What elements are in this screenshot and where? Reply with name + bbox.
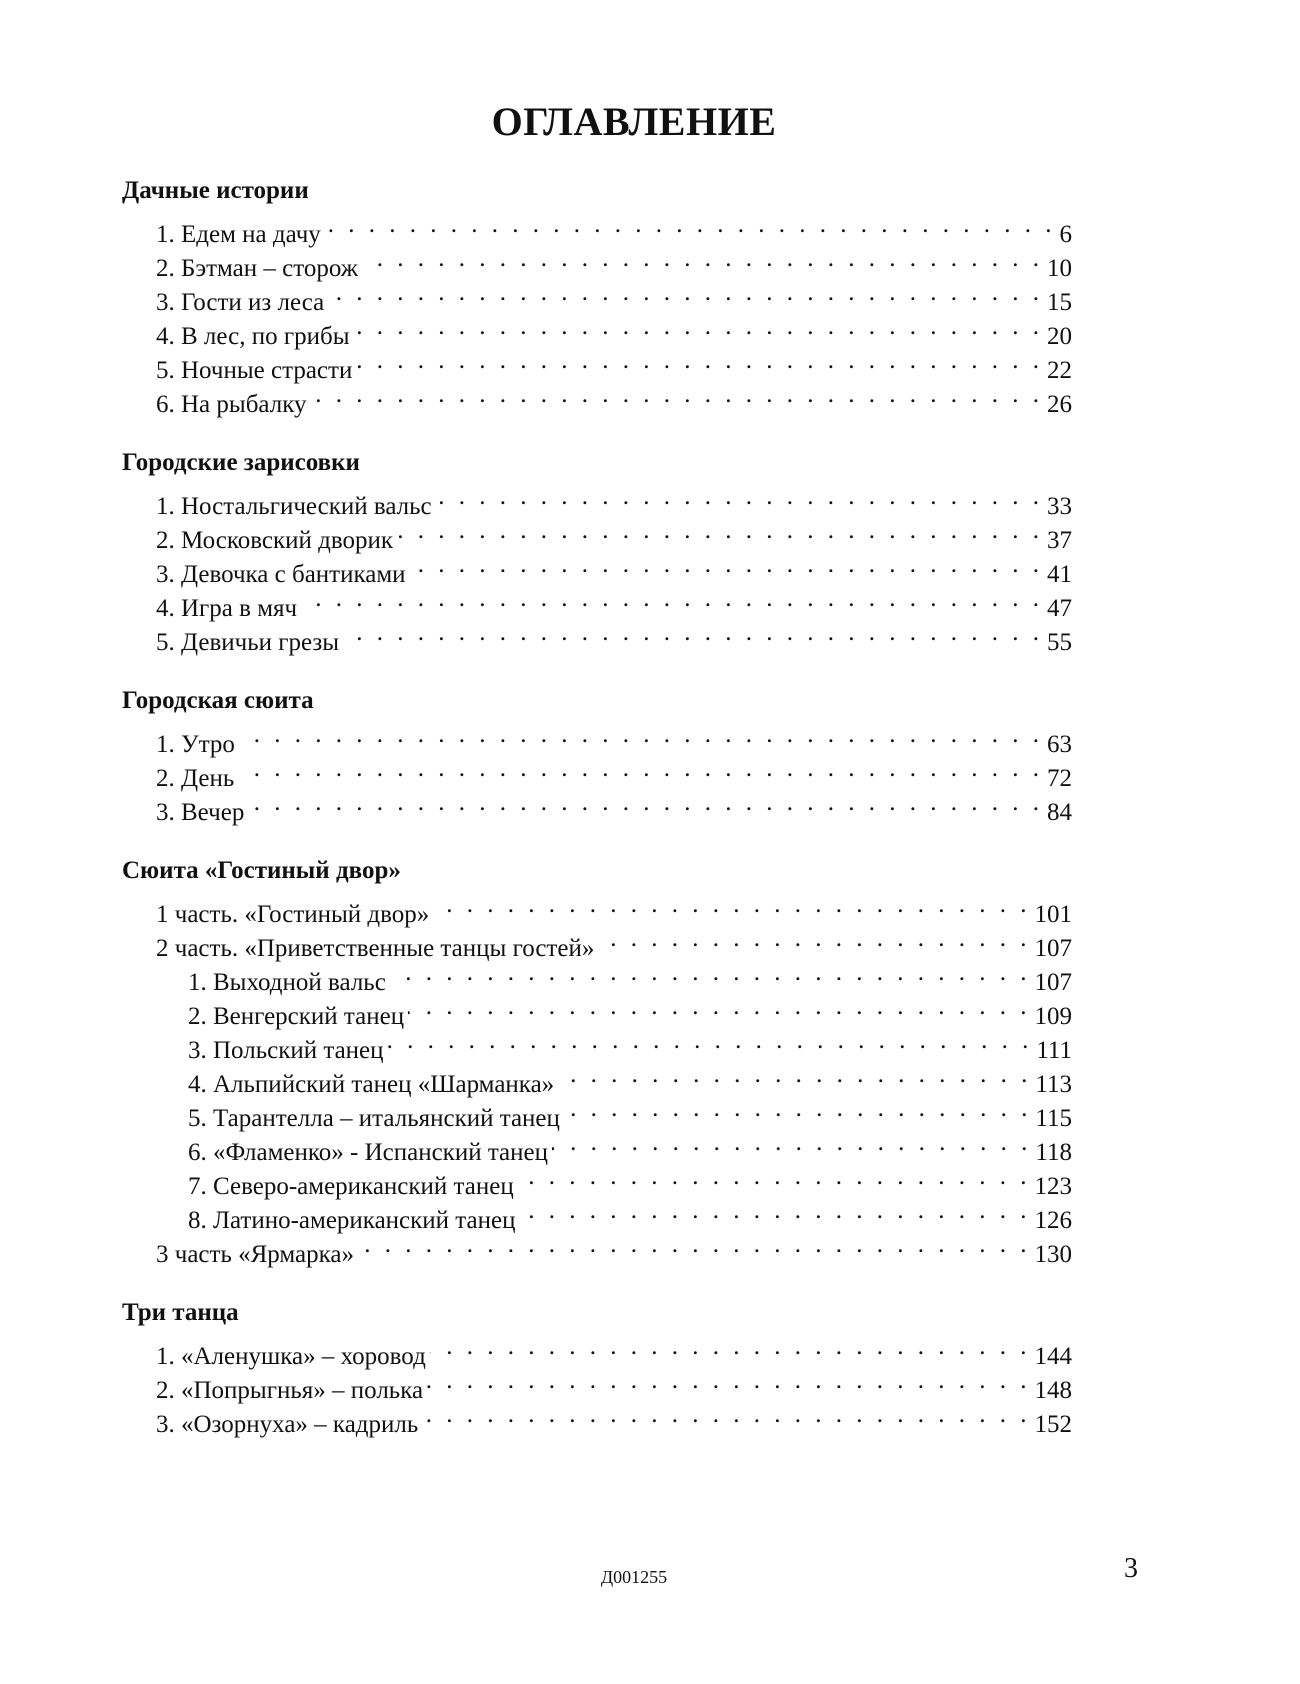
entry-page-number: 144 (1034, 1343, 1072, 1370)
dot-leader (519, 1194, 1030, 1228)
dot-leader (397, 514, 1043, 548)
dot-leader (427, 1364, 1030, 1398)
entry-title: 3. «Озорнуха» – кадриль (156, 1411, 419, 1438)
entry-title: 6. На рыбалку (156, 391, 307, 418)
entry-title: 2. Бэтман – сторож (156, 255, 358, 282)
toc-section (122, 854, 1072, 1268)
entry-page-number: 152 (1034, 1411, 1072, 1438)
dot-leader (238, 752, 1043, 786)
dot-leader (239, 718, 1043, 752)
entry-title: 1. «Аленушка» – хоровод (156, 1343, 426, 1370)
entry-title: 3 часть «Ярмарка» (156, 1241, 354, 1268)
section-title: Дачные истории (122, 177, 309, 204)
entry-page-number: 26 (1047, 391, 1072, 418)
dot-leader (430, 1330, 1031, 1364)
entry-page-number: 113 (1035, 1071, 1072, 1098)
entry-page-number: 33 (1047, 493, 1072, 520)
toc-section (122, 1296, 1072, 1438)
dot-leader (328, 276, 1043, 310)
entry-page-number: 63 (1047, 731, 1072, 758)
entry-title: 7. Северо-американский танец (188, 1173, 514, 1200)
entry-page-number: 126 (1034, 1207, 1072, 1234)
entry-title: 3. Польский танец (188, 1037, 384, 1064)
entry-page-number: 22 (1047, 357, 1072, 384)
entry-page-number: 123 (1034, 1173, 1072, 1200)
entry-page-number: 47 (1047, 595, 1072, 622)
entry-page-number: 107 (1034, 935, 1072, 962)
toc-entry[interactable] (122, 718, 1072, 758)
dot-leader (410, 548, 1043, 582)
dot-leader (311, 378, 1043, 412)
entry-page-number: 15 (1047, 289, 1072, 316)
dot-leader (518, 1160, 1031, 1194)
entry-title: 5. Девичьи грезы (156, 629, 340, 656)
toc-entry[interactable] (122, 752, 1072, 792)
dot-leader (436, 480, 1043, 514)
entry-title: 8. Латино-американский танец (188, 1207, 516, 1234)
dot-leader (388, 1024, 1033, 1058)
toc-entry[interactable] (122, 480, 1072, 520)
toc-entry[interactable] (122, 786, 1072, 826)
page-title: ОГЛАВЛЕНИЕ (491, 99, 777, 144)
entry-title: 5. Тарантелла – итальянский танец (188, 1105, 560, 1132)
toc-section (122, 446, 1072, 656)
section-title: Сюита «Гостиный двор» (122, 857, 401, 884)
entry-title: 1. Выходной вальс (188, 969, 386, 996)
dot-leader (558, 1058, 1031, 1092)
entry-page-number: 72 (1047, 765, 1072, 792)
dot-leader (598, 922, 1030, 956)
entry-title: 1. Едем на дачу (156, 221, 321, 248)
document-code: Д001255 (600, 1567, 668, 1587)
entry-page-number: 107 (1034, 969, 1072, 996)
dot-leader (358, 1228, 1031, 1262)
entry-title: 4. Альпийский танец «Шарманка» (188, 1071, 555, 1098)
dot-leader (390, 956, 1031, 990)
entry-page-number: 84 (1047, 799, 1072, 826)
entry-page-number: 118 (1035, 1139, 1072, 1166)
entry-title: 2. Московский дворик (156, 527, 393, 554)
dot-leader (248, 786, 1043, 820)
entry-page-number: 6 (1059, 221, 1072, 248)
dot-leader (356, 344, 1043, 378)
dot-leader (433, 888, 1030, 922)
dot-leader (408, 990, 1030, 1024)
entry-title: 2. День (156, 765, 235, 792)
dot-leader (362, 242, 1043, 276)
entry-title: 3. Вечер (156, 799, 245, 826)
dot-leader (564, 1092, 1032, 1126)
entry-title: 1. Утро (156, 731, 235, 758)
toc-entry[interactable] (122, 1330, 1072, 1370)
entry-page-number: 130 (1034, 1241, 1072, 1268)
dot-leader (354, 310, 1044, 344)
entry-page-number: 101 (1034, 901, 1072, 928)
entry-title: 6. «Фламенко» - Испанский танец (188, 1139, 549, 1166)
toc-entry[interactable] (122, 208, 1072, 248)
entry-title: 2 часть. «Приветственные танцы гостей» (156, 935, 595, 962)
section-title: Городская сюита (122, 687, 314, 714)
entry-title: 3. Девочка с бантиками (156, 561, 406, 588)
toc-section (122, 174, 1072, 418)
section-title: Городские зарисовки (122, 449, 360, 476)
entry-title: 1 часть. «Гостиный двор» (156, 901, 430, 928)
entry-title: 2. Венгерский танец (188, 1003, 405, 1030)
table-of-contents (122, 174, 1072, 1466)
dot-leader (343, 616, 1043, 650)
entry-page-number: 148 (1034, 1377, 1072, 1404)
entry-title: 4. Игра в мяч (156, 595, 298, 622)
entry-page-number: 37 (1047, 527, 1072, 554)
dot-leader (552, 1126, 1031, 1160)
entry-title: 1. Ностальгический вальс (156, 493, 432, 520)
dot-leader (422, 1398, 1030, 1432)
toc-section (122, 684, 1072, 826)
entry-title: 2. «Попрыгнья» – полька (156, 1377, 424, 1404)
entry-page-number: 20 (1047, 323, 1072, 350)
entry-page-number: 111 (1036, 1037, 1072, 1064)
entry-page-number: 55 (1047, 629, 1072, 656)
entry-title: 4. В лес, по грибы (156, 323, 350, 350)
entry-page-number: 115 (1035, 1105, 1072, 1132)
entry-page-number: 41 (1047, 561, 1072, 588)
entry-title: 3. Гости из леса (156, 289, 325, 316)
entry-page-number: 10 (1047, 255, 1072, 282)
entry-title: 5. Ночные страсти (156, 357, 353, 384)
page-number: 3 (1124, 1553, 1138, 1584)
toc-entry[interactable] (122, 888, 1072, 928)
entry-page-number: 109 (1034, 1003, 1072, 1030)
section-title: Три танца (122, 1299, 239, 1326)
dot-leader (325, 208, 1056, 242)
dot-leader (301, 582, 1043, 616)
